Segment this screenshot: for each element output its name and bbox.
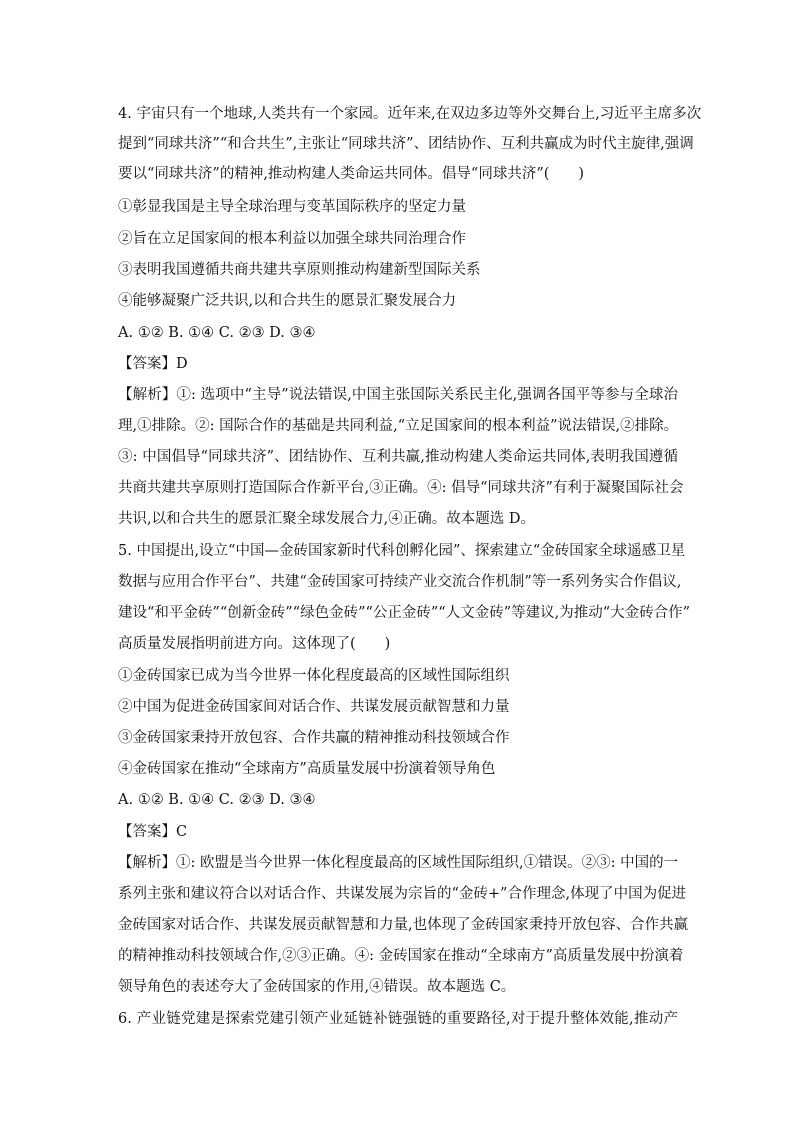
q5-option-2: ②中国为促进金砖国家间对话合作、共谋发展贡献智慧和力量	[118, 699, 510, 715]
q4-stem-line-3: 要以“同球共济”的精神,推动构建人类命运共同体。倡导“同球共济”( )	[118, 166, 585, 182]
q4-option-3: ③表明我国遵循共商共建共享原则推动构建新型国际关系	[118, 262, 481, 278]
q5-analysis-line-5: 领导角色的表述夸大了金砖国家的作用,④错误。故本题选 C。	[118, 979, 516, 995]
q5-analysis-line-4: 的精神推动科技领域合作,②③正确。④: 金砖国家在推动“全球南方”高质量发展中扮演着	[118, 948, 684, 964]
q5-stem-line-3: 建设“和平金砖”“创新金砖”“绿色金砖”“公正金砖”“人文金砖”等建议,为推动“大金砖合作”	[118, 605, 691, 621]
q6-stem-line-1: 6. 产业链党建是探索党建引领产业延链补链强链的重要路径,对于提升整体效能,推动产	[118, 1011, 678, 1027]
q5-analysis-line-1: 【解析】①: 欧盟是当今世界一体化程度最高的区域性国际组织,①错误。②③: 中国的一	[118, 855, 679, 871]
q5-option-1: ①金砖国家已成为当今世界一体化程度最高的区域性国际组织	[118, 668, 510, 684]
q5-stem-line-2: 数据与应用合作平台”、共建“金砖国家可持续产业交流合作机制”等一系列务实合作倡议,	[118, 574, 682, 590]
q4-analysis-line-3: ③: 中国倡导“同球共济”、团结协作、互利共赢,推动构建人类命运共同体,表明我国遵循	[118, 449, 678, 465]
q4-option-4: ④能够凝聚广泛共识,以和合共生的愿景汇聚发展合力	[118, 293, 457, 309]
q4-stem-line-2: 提到“同球共济”“和合共生”,主张让“同球共济”、团结协作、互利共赢成为时代主旋律,强调	[118, 136, 694, 152]
q5-stem-line-1: 5. 中国提出,设立“中国—金砖国家新时代科创孵化园”、探索建立“金砖国家全球遥感卫星	[118, 543, 686, 559]
q4-analysis-line-1: 【解析】①: 选项中“主导”说法错误,中国主张国际关系民主化,强调各国平等参与全球治	[118, 387, 678, 403]
q4-option-1: ①彰显我国是主导全球治理与变革国际秩序的坚定力量	[118, 199, 466, 215]
q4-analysis-line-2: 理,①排除。②: 国际合作的基础是共同利益,“立足国家间的根本利益”说法错误,②排除。	[118, 418, 679, 434]
q4-analysis-line-4: 共商共建共享原则打造国际合作新平台,③正确。④: 倡导“同球共济”有利于凝聚国际社会	[118, 480, 684, 496]
q5-analysis-line-3: 金砖国家对话合作、共谋发展贡献智慧和力量,也体现了金砖国家秉持开放包容、合作共赢	[118, 917, 689, 933]
q4-option-2: ②旨在立足国家间的根本利益以加强全球共同治理合作	[118, 231, 466, 247]
q5-stem-line-4: 高质量发展指明前进方向。这体现了( )	[118, 636, 391, 652]
q5-option-3: ③金砖国家秉持开放包容、合作共赢的精神推动科技领域合作	[118, 730, 510, 746]
q4-answer: 【答案】D	[118, 356, 188, 372]
q4-choices: A. ①② B. ①④ C. ②③ D. ③④	[118, 325, 316, 341]
q4-analysis-line-5: 共识,以和合共生的愿景汇聚全球发展合力,④正确。故本题选 D。	[118, 511, 535, 527]
q5-choices: A. ①② B. ①④ C. ②③ D. ③④	[118, 792, 316, 808]
q5-analysis-line-2: 系列主张和建议符合以对话合作、共谋发展为宗旨的“金砖+”合作理念,体现了中国为促进	[118, 886, 687, 902]
q5-option-4: ④金砖国家在推动“全球南方”高质量发展中扮演着领导角色	[118, 761, 496, 777]
q5-answer: 【答案】C	[118, 824, 188, 840]
q4-stem-line-1: 4. 宇宙只有一个地球,人类共有一个家园。近年来,在双边多边等外交舞台上,习近平主席多次	[118, 106, 702, 122]
